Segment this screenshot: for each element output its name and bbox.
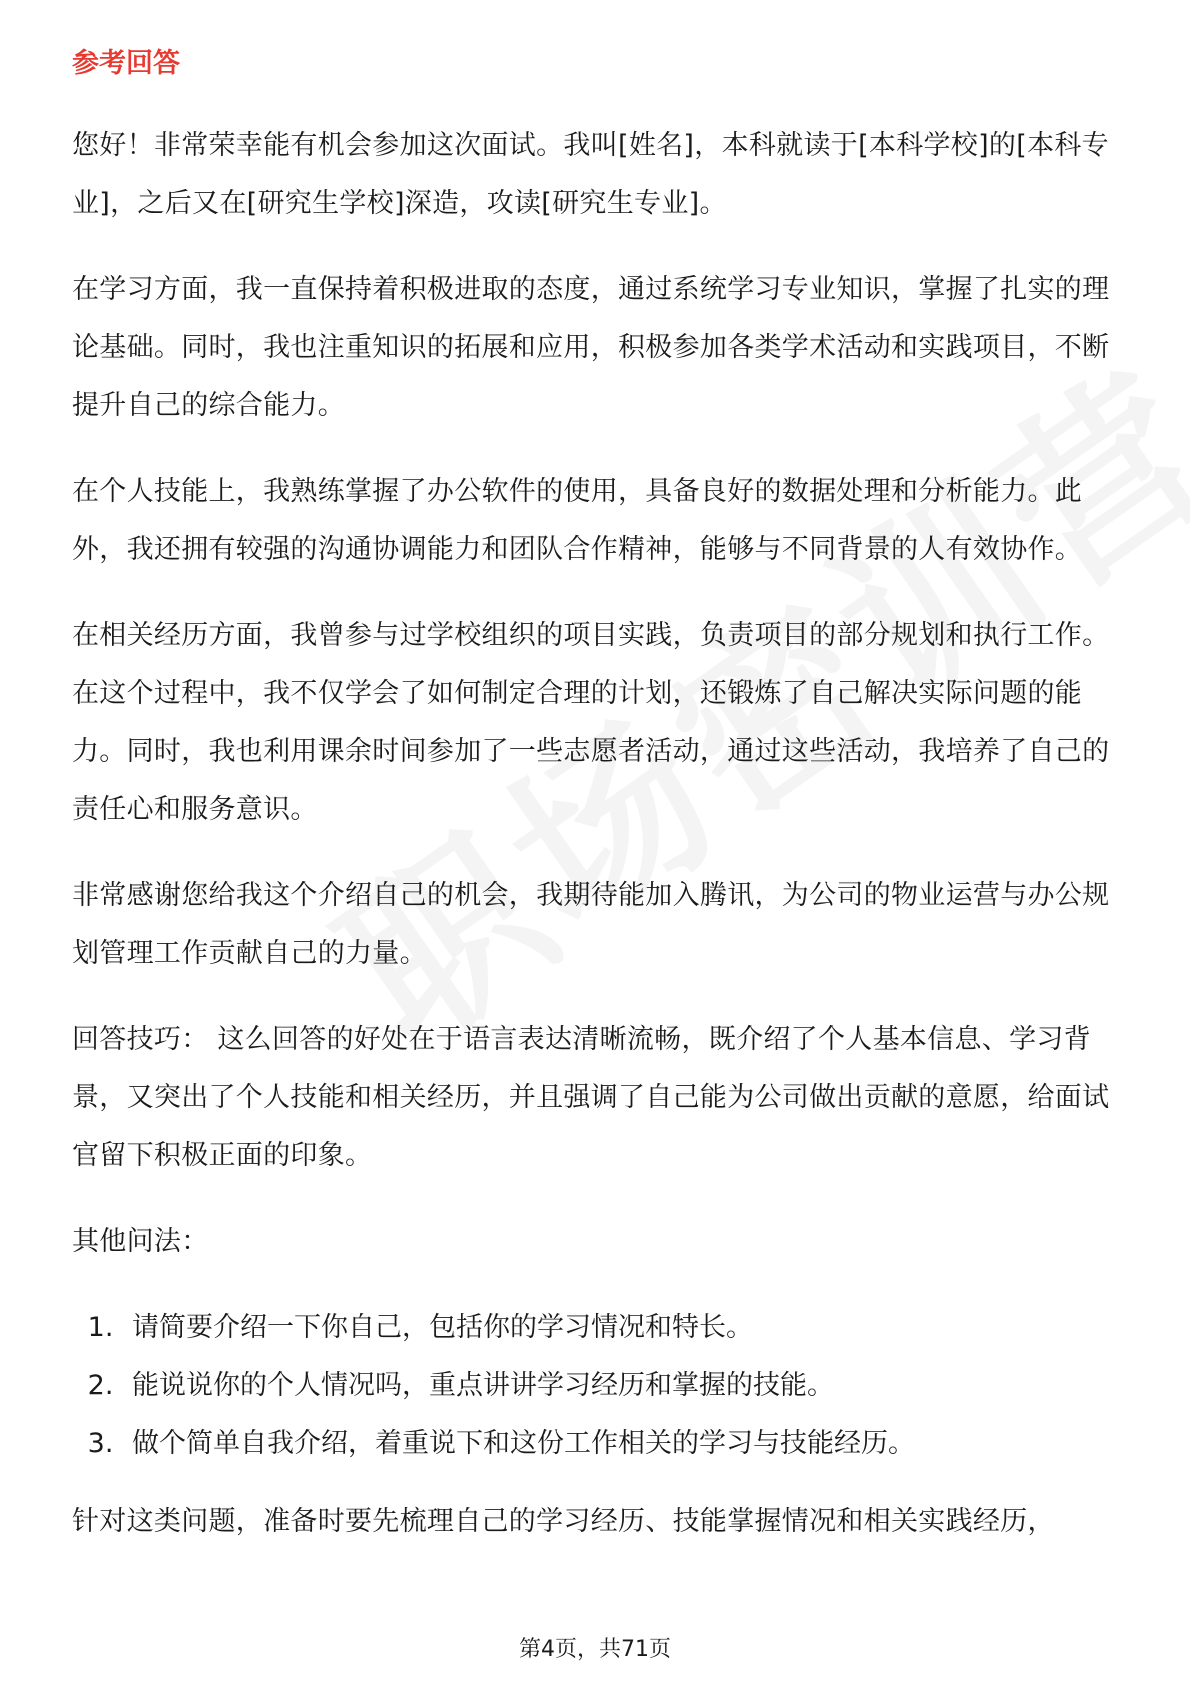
- paragraph-thanks: 非常感谢您给我这个介绍自己的机会，我期待能加入腾讯，为公司的物业运营与办公规划管理工作贡献自己的力量。: [72, 880, 1110, 970]
- paragraph-skills: 在个人技能上，我熟练掌握了办公软件的使用，具备良好的数据处理和分析能力。此外，我还拥有较强的沟通协调能力和团队合作精神，能够与不同背景的人有效协作。: [72, 476, 1083, 566]
- paragraph-experience: 在相关经历方面，我曾参与过学校组织的项目实践，负责项目的部分规划和执行工作。在这个过程中，我不仅学会了如何制定合理的计划，还锻炼了自己解决实际问题的能力。同时，我也利用课余时间参加了一些志愿者活动，通过这些活动，我培养了自己的责任心和服务意识。: [72, 620, 1110, 826]
- list-item: 1. 请简要介绍一下你自己，包括你的学习情况和特长。: [122, 1299, 1122, 1357]
- page-number: 第4页，共71页: [519, 1637, 671, 1662]
- section-heading: 参考回答: [72, 48, 180, 79]
- paragraph-greeting: 您好！非常荣幸能有机会参加这次面试。我叫[姓名]，本科就读于[本科学校]的[本科专业]，之后又在[研究生学校]深造，攻读[研究生专业]。: [72, 130, 1109, 220]
- other-questions-label: 其他问法：: [72, 1226, 209, 1258]
- paragraph-tips: 回答技巧： 这么回答的好处在于语言表达清晰流畅，既介绍了个人基本信息、学习背景，又突出了个人技能和相关经历，并且强调了自己能为公司做出贡献的意愿，给面试官留下积极正面的印象。: [72, 1024, 1110, 1172]
- paragraph-closing: 针对这类问题，准备时要先梳理自己的学习经历、技能掌握情况和相关实践经历，: [72, 1506, 1055, 1538]
- list-item: 2. 能说说你的个人情况吗，重点讲讲学习经历和掌握的技能。: [122, 1357, 1122, 1415]
- paragraph-study: 在学习方面，我一直保持着积极进取的态度，通过系统学习专业知识，掌握了扎实的理论基础。同时，我也注重知识的拓展和应用，积极参加各类学术活动和实践项目，不断提升自己的综合能力。: [72, 274, 1110, 422]
- document-body: [72, 46, 1122, 1579]
- other-questions-list: [72, 1299, 1122, 1473]
- list-item: 3. 做个简单自我介绍，着重说下和这份工作相关的学习与技能经历。: [122, 1415, 1122, 1473]
